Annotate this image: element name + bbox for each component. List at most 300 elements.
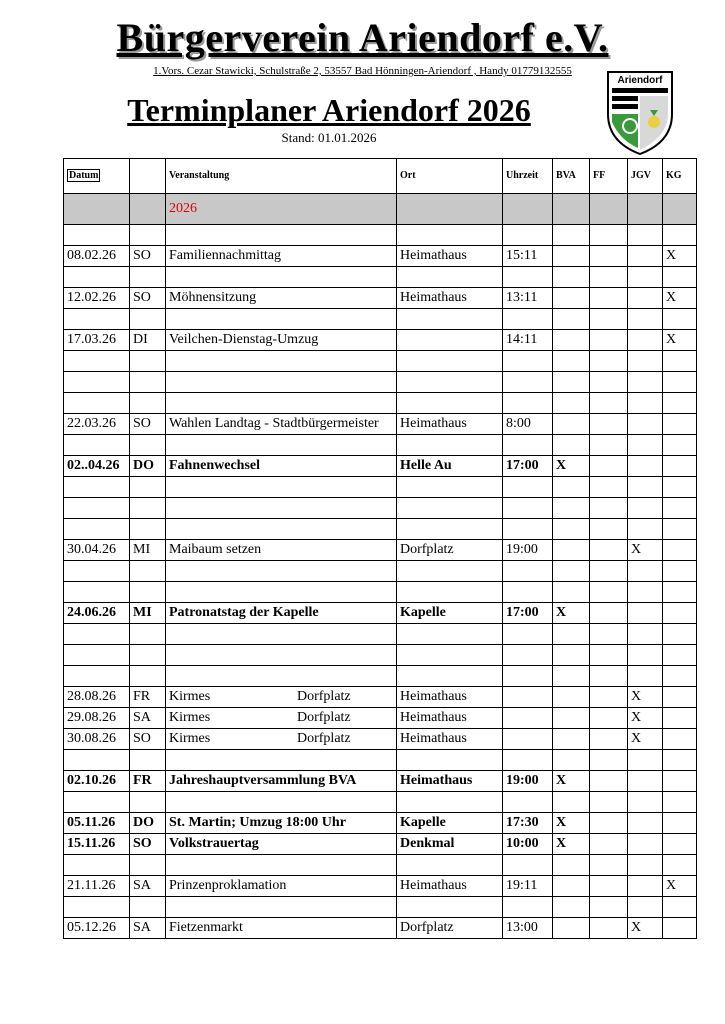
year-row bbox=[64, 194, 697, 225]
cell-bva: X bbox=[553, 603, 590, 624]
cell-bva bbox=[553, 267, 590, 288]
cell-ff bbox=[590, 876, 628, 897]
cell-ort: Heimathaus bbox=[397, 687, 503, 708]
cell-datum: 02..04.26 bbox=[64, 456, 130, 477]
header-row bbox=[64, 159, 697, 194]
table-row bbox=[64, 897, 697, 918]
cell-uhrzeit bbox=[503, 519, 553, 540]
table-row bbox=[64, 372, 697, 393]
cell-ff bbox=[590, 813, 628, 834]
table-row bbox=[64, 834, 697, 855]
cell-kg: X bbox=[663, 876, 697, 897]
cell-ort: Dorfplatz bbox=[397, 540, 503, 561]
table-row bbox=[64, 246, 697, 267]
cell-ort bbox=[397, 792, 503, 813]
cell-jgv bbox=[628, 792, 663, 813]
cell-kg bbox=[663, 918, 697, 939]
cell-veranstaltung bbox=[166, 687, 397, 708]
cell-bva bbox=[553, 708, 590, 729]
cell-datum bbox=[64, 792, 130, 813]
cell-jgv: X bbox=[628, 540, 663, 561]
table-row bbox=[64, 687, 697, 708]
cell-ff bbox=[590, 498, 628, 519]
cell-veranstaltung: Jahreshauptversammlung BVA bbox=[166, 771, 397, 792]
cell-ff bbox=[590, 729, 628, 750]
cell-ort: Kapelle bbox=[397, 813, 503, 834]
cell-datum bbox=[64, 498, 130, 519]
cell-ff bbox=[590, 372, 628, 393]
cell-jgv bbox=[628, 477, 663, 498]
cell-tag bbox=[130, 792, 166, 813]
cell-jgv bbox=[628, 498, 663, 519]
cell-kg bbox=[663, 582, 697, 603]
cell-kg bbox=[663, 813, 697, 834]
cell-tag bbox=[130, 519, 166, 540]
cell-tag bbox=[130, 561, 166, 582]
cell-ff bbox=[590, 666, 628, 687]
cell-uhrzeit bbox=[503, 477, 553, 498]
cell-jgv bbox=[628, 771, 663, 792]
cell-ff bbox=[590, 792, 628, 813]
cell-datum bbox=[64, 372, 130, 393]
cell-jgv bbox=[628, 393, 663, 414]
cell-uhrzeit bbox=[503, 372, 553, 393]
cell-bva: X bbox=[553, 834, 590, 855]
cell-datum bbox=[64, 519, 130, 540]
cell-jgv bbox=[628, 813, 663, 834]
table-row bbox=[64, 351, 697, 372]
cell-datum: 12.02.26 bbox=[64, 288, 130, 309]
cell-datum: 29.08.26 bbox=[64, 708, 130, 729]
cell-bva bbox=[553, 666, 590, 687]
cell-veranstaltung bbox=[166, 351, 397, 372]
cell-uhrzeit bbox=[503, 750, 553, 771]
cell-jgv bbox=[628, 456, 663, 477]
events-table bbox=[63, 158, 697, 939]
cell-bva bbox=[553, 225, 590, 246]
cell-jgv bbox=[628, 267, 663, 288]
cell-veranstaltung bbox=[166, 435, 397, 456]
table-row bbox=[64, 561, 697, 582]
cell-bva bbox=[553, 477, 590, 498]
cell-kg bbox=[663, 225, 697, 246]
cell-jgv bbox=[628, 225, 663, 246]
table-row bbox=[64, 393, 697, 414]
cell-tag: SA bbox=[130, 876, 166, 897]
cell-veranstaltung: Möhnensitzung bbox=[166, 288, 397, 309]
cell-bva bbox=[553, 876, 590, 897]
cell-bva: X bbox=[553, 456, 590, 477]
cell-jgv bbox=[628, 561, 663, 582]
cell-veranstaltung bbox=[166, 561, 397, 582]
cell-datum bbox=[64, 267, 130, 288]
cell-kg bbox=[663, 456, 697, 477]
cell-jgv bbox=[628, 414, 663, 435]
cell-tag: SO bbox=[130, 834, 166, 855]
cell-jgv bbox=[628, 246, 663, 267]
cell-kg bbox=[663, 687, 697, 708]
cell-jgv bbox=[628, 372, 663, 393]
cell-bva bbox=[553, 645, 590, 666]
cell-tag bbox=[130, 435, 166, 456]
col-datum: Datum bbox=[64, 159, 130, 194]
cell-bva bbox=[553, 351, 590, 372]
table-row bbox=[64, 918, 697, 939]
cell-ort bbox=[397, 498, 503, 519]
cell-ff bbox=[590, 414, 628, 435]
cell-uhrzeit bbox=[503, 624, 553, 645]
cell-veranstaltung bbox=[166, 393, 397, 414]
cell-tag: FR bbox=[130, 771, 166, 792]
cell-bva: X bbox=[553, 813, 590, 834]
cell-bva bbox=[553, 897, 590, 918]
cell-kg bbox=[663, 666, 697, 687]
cell-kg bbox=[663, 834, 697, 855]
cell-jgv bbox=[628, 645, 663, 666]
address-line: 1.Vors. Cezar Stawicki, Schulstraße 2, 53557 Bad Hönningen-Ariendorf , Handy 01779132555 bbox=[153, 65, 572, 77]
cell-jgv bbox=[628, 309, 663, 330]
cell-veranstaltung: Patronatstag der Kapelle bbox=[166, 603, 397, 624]
cell-ort bbox=[397, 309, 503, 330]
cell-uhrzeit bbox=[503, 561, 553, 582]
cell-tag: SA bbox=[130, 708, 166, 729]
cell-tag bbox=[130, 393, 166, 414]
col-ort: Ort bbox=[397, 159, 503, 194]
cell-jgv bbox=[628, 876, 663, 897]
cell-uhrzeit: 13:11 bbox=[503, 288, 553, 309]
cell-tag: MI bbox=[130, 540, 166, 561]
cell-bva bbox=[553, 309, 590, 330]
cell-uhrzeit: 19:00 bbox=[503, 540, 553, 561]
cell-kg: X bbox=[663, 288, 697, 309]
cell-veranstaltung bbox=[166, 519, 397, 540]
cell-kg bbox=[663, 708, 697, 729]
cell-ff bbox=[590, 771, 628, 792]
cell-tag bbox=[130, 897, 166, 918]
cell-ff bbox=[590, 309, 628, 330]
cell-tag bbox=[130, 750, 166, 771]
table-row bbox=[64, 225, 697, 246]
cell-bva: X bbox=[553, 771, 590, 792]
col-tag bbox=[130, 159, 166, 194]
cell-veranstaltung: Volkstrauertag bbox=[166, 834, 397, 855]
cell-datum bbox=[64, 435, 130, 456]
cell-jgv bbox=[628, 624, 663, 645]
table-row bbox=[64, 708, 697, 729]
cell-bva bbox=[553, 729, 590, 750]
cell-uhrzeit bbox=[503, 267, 553, 288]
cell-datum: 05.11.26 bbox=[64, 813, 130, 834]
cell-uhrzeit bbox=[503, 792, 553, 813]
cell-veranstaltung: Wahlen Landtag - Stadtbürgermeister bbox=[166, 414, 397, 435]
cell-tag bbox=[130, 582, 166, 603]
cell-jgv: X bbox=[628, 708, 663, 729]
cell-jgv bbox=[628, 582, 663, 603]
cell-kg bbox=[663, 897, 697, 918]
cell-bva bbox=[553, 246, 590, 267]
cell-uhrzeit: 19:11 bbox=[503, 876, 553, 897]
cell-bva bbox=[553, 792, 590, 813]
cell-tag bbox=[130, 372, 166, 393]
ariendorf-crest-icon bbox=[606, 70, 674, 156]
table-row bbox=[64, 876, 697, 897]
cell-kg bbox=[663, 414, 697, 435]
table-row bbox=[64, 624, 697, 645]
cell-ff bbox=[590, 288, 628, 309]
cell-ort bbox=[397, 351, 503, 372]
cell-veranstaltung: Fahnenwechsel bbox=[166, 456, 397, 477]
cell-datum: 30.08.26 bbox=[64, 729, 130, 750]
cell-tag: SA bbox=[130, 918, 166, 939]
cell-datum: 28.08.26 bbox=[64, 687, 130, 708]
cell-tag: DO bbox=[130, 456, 166, 477]
cell-veranstaltung bbox=[166, 624, 397, 645]
cell-uhrzeit: 8:00 bbox=[503, 414, 553, 435]
cell-ort: Dorfplatz bbox=[397, 918, 503, 939]
cell-bva bbox=[553, 624, 590, 645]
cell-veranstaltung: Veilchen-Dienstag-Umzug bbox=[166, 330, 397, 351]
cell-tag: SO bbox=[130, 246, 166, 267]
cell-datum: 30.04.26 bbox=[64, 540, 130, 561]
cell-kg bbox=[663, 750, 697, 771]
cell-uhrzeit bbox=[503, 498, 553, 519]
cell-kg bbox=[663, 540, 697, 561]
cell-uhrzeit bbox=[503, 708, 553, 729]
cell-uhrzeit bbox=[503, 729, 553, 750]
event-name: Kirmes bbox=[169, 689, 211, 704]
cell-tag bbox=[130, 855, 166, 876]
cell-ort: Heimathaus bbox=[397, 771, 503, 792]
cell-datum bbox=[64, 393, 130, 414]
cell-tag: SO bbox=[130, 414, 166, 435]
table-row bbox=[64, 582, 697, 603]
cell-ort bbox=[397, 624, 503, 645]
cell-datum bbox=[64, 624, 130, 645]
cell-ff bbox=[590, 225, 628, 246]
cell-kg bbox=[663, 267, 697, 288]
cell-kg: X bbox=[663, 330, 697, 351]
cell-jgv bbox=[628, 519, 663, 540]
cell-datum bbox=[64, 645, 130, 666]
cell-bva bbox=[553, 561, 590, 582]
cell-uhrzeit bbox=[503, 435, 553, 456]
table-row bbox=[64, 540, 697, 561]
cell-jgv bbox=[628, 288, 663, 309]
cell-jgv bbox=[628, 897, 663, 918]
cell-veranstaltung: Familiennachmittag bbox=[166, 246, 397, 267]
cell-tag bbox=[130, 351, 166, 372]
cell-datum bbox=[64, 855, 130, 876]
cell-ff bbox=[590, 603, 628, 624]
cell-datum bbox=[64, 351, 130, 372]
cell-ff bbox=[590, 477, 628, 498]
cell-ff bbox=[590, 267, 628, 288]
cell-uhrzeit: 14:11 bbox=[503, 330, 553, 351]
cell-uhrzeit bbox=[503, 897, 553, 918]
cell-veranstaltung bbox=[166, 309, 397, 330]
cell-datum bbox=[64, 225, 130, 246]
cell-datum bbox=[64, 897, 130, 918]
cell-ff bbox=[590, 435, 628, 456]
cell-tag bbox=[130, 666, 166, 687]
stand-date: Stand: 01.01.2026 bbox=[281, 130, 377, 145]
col-jgv: JGV bbox=[628, 159, 663, 194]
cell-ff bbox=[590, 330, 628, 351]
cell-veranstaltung bbox=[166, 372, 397, 393]
cell-uhrzeit bbox=[503, 225, 553, 246]
cell-veranstaltung: Fietzenmarkt bbox=[166, 918, 397, 939]
cell-jgv bbox=[628, 666, 663, 687]
cell-kg bbox=[663, 477, 697, 498]
cell-datum bbox=[64, 582, 130, 603]
cell-veranstaltung bbox=[166, 750, 397, 771]
table-row bbox=[64, 288, 697, 309]
cell-bva bbox=[553, 582, 590, 603]
cell-ort: Heimathaus bbox=[397, 414, 503, 435]
table-row bbox=[64, 750, 697, 771]
cell-bva bbox=[553, 414, 590, 435]
cell-ort: Heimathaus bbox=[397, 876, 503, 897]
col-ff: FF bbox=[590, 159, 628, 194]
cell-kg bbox=[663, 561, 697, 582]
cell-datum bbox=[64, 309, 130, 330]
cell-datum bbox=[64, 750, 130, 771]
cell-veranstaltung bbox=[166, 708, 397, 729]
cell-ort bbox=[397, 477, 503, 498]
cell-jgv: X bbox=[628, 687, 663, 708]
cell-veranstaltung bbox=[166, 897, 397, 918]
cell-ff bbox=[590, 540, 628, 561]
cell-ort: Kapelle bbox=[397, 603, 503, 624]
cell-jgv: X bbox=[628, 918, 663, 939]
cell-kg bbox=[663, 855, 697, 876]
cell-jgv bbox=[628, 750, 663, 771]
cell-uhrzeit: 15:11 bbox=[503, 246, 553, 267]
table-row bbox=[64, 414, 697, 435]
cell-veranstaltung bbox=[166, 666, 397, 687]
cell-ff bbox=[590, 351, 628, 372]
table-row bbox=[64, 477, 697, 498]
cell-ff bbox=[590, 708, 628, 729]
cell-kg bbox=[663, 435, 697, 456]
cell-tag bbox=[130, 498, 166, 519]
cell-datum: 24.06.26 bbox=[64, 603, 130, 624]
cell-jgv bbox=[628, 855, 663, 876]
table-row bbox=[64, 603, 697, 624]
cell-ort bbox=[397, 372, 503, 393]
cell-veranstaltung bbox=[166, 645, 397, 666]
cell-kg bbox=[663, 771, 697, 792]
cell-ort bbox=[397, 645, 503, 666]
cell-datum bbox=[64, 666, 130, 687]
cell-tag bbox=[130, 645, 166, 666]
cell-tag: FR bbox=[130, 687, 166, 708]
col-veranstaltung: Veranstaltung bbox=[166, 159, 397, 194]
cell-ort bbox=[397, 393, 503, 414]
table-row bbox=[64, 813, 697, 834]
cell-kg: X bbox=[663, 246, 697, 267]
cell-ff bbox=[590, 624, 628, 645]
cell-jgv bbox=[628, 834, 663, 855]
cell-tag bbox=[130, 267, 166, 288]
cell-jgv bbox=[628, 351, 663, 372]
cell-veranstaltung bbox=[166, 498, 397, 519]
cell-uhrzeit bbox=[503, 855, 553, 876]
event-name: Kirmes bbox=[169, 710, 211, 725]
cell-bva bbox=[553, 288, 590, 309]
cell-veranstaltung bbox=[166, 855, 397, 876]
cell-datum: 15.11.26 bbox=[64, 834, 130, 855]
cell-kg bbox=[663, 645, 697, 666]
cell-tag bbox=[130, 477, 166, 498]
cell-ff bbox=[590, 645, 628, 666]
table-row bbox=[64, 729, 697, 750]
cell-datum: 17.03.26 bbox=[64, 330, 130, 351]
cell-jgv bbox=[628, 603, 663, 624]
cell-bva bbox=[553, 372, 590, 393]
cell-ff bbox=[590, 918, 628, 939]
cell-ff bbox=[590, 855, 628, 876]
cell-ort: Heimathaus bbox=[397, 246, 503, 267]
cell-ort: Heimathaus bbox=[397, 288, 503, 309]
crest-label: Ariendorf bbox=[617, 75, 663, 86]
cell-ort bbox=[397, 330, 503, 351]
event-place: Dorfplatz bbox=[297, 710, 351, 725]
table-row bbox=[64, 267, 697, 288]
cell-ort: Heimathaus bbox=[397, 708, 503, 729]
cell-datum bbox=[64, 477, 130, 498]
col-uhrzeit: Uhrzeit bbox=[503, 159, 553, 194]
cell-bva bbox=[553, 855, 590, 876]
cell-uhrzeit: 17:00 bbox=[503, 603, 553, 624]
cell-tag: DI bbox=[130, 330, 166, 351]
table-row bbox=[64, 330, 697, 351]
cell-bva bbox=[553, 540, 590, 561]
cell-veranstaltung: Prinzenproklamation bbox=[166, 876, 397, 897]
cell-ort bbox=[397, 225, 503, 246]
cell-ort: Heimathaus bbox=[397, 729, 503, 750]
table-row bbox=[64, 498, 697, 519]
cell-kg bbox=[663, 309, 697, 330]
cell-ff bbox=[590, 834, 628, 855]
col-bva: BVA bbox=[553, 159, 590, 194]
cell-ff bbox=[590, 393, 628, 414]
cell-uhrzeit: 17:30 bbox=[503, 813, 553, 834]
cell-ff bbox=[590, 750, 628, 771]
cell-bva bbox=[553, 750, 590, 771]
cell-bva bbox=[553, 393, 590, 414]
cell-veranstaltung bbox=[166, 582, 397, 603]
cell-bva bbox=[553, 330, 590, 351]
planner-title: Terminplaner Ariendorf 2026 bbox=[127, 92, 531, 128]
cell-veranstaltung: Maibaum setzen bbox=[166, 540, 397, 561]
cell-ff bbox=[590, 519, 628, 540]
cell-kg bbox=[663, 498, 697, 519]
cell-uhrzeit bbox=[503, 666, 553, 687]
table-row bbox=[64, 519, 697, 540]
cell-uhrzeit: 17:00 bbox=[503, 456, 553, 477]
cell-kg bbox=[663, 351, 697, 372]
cell-datum: 02.10.26 bbox=[64, 771, 130, 792]
table-row bbox=[64, 435, 697, 456]
cell-veranstaltung bbox=[166, 477, 397, 498]
table-row bbox=[64, 456, 697, 477]
cell-ort bbox=[397, 519, 503, 540]
cell-uhrzeit: 10:00 bbox=[503, 834, 553, 855]
cell-ort bbox=[397, 561, 503, 582]
cell-ort bbox=[397, 750, 503, 771]
cell-bva bbox=[553, 435, 590, 456]
